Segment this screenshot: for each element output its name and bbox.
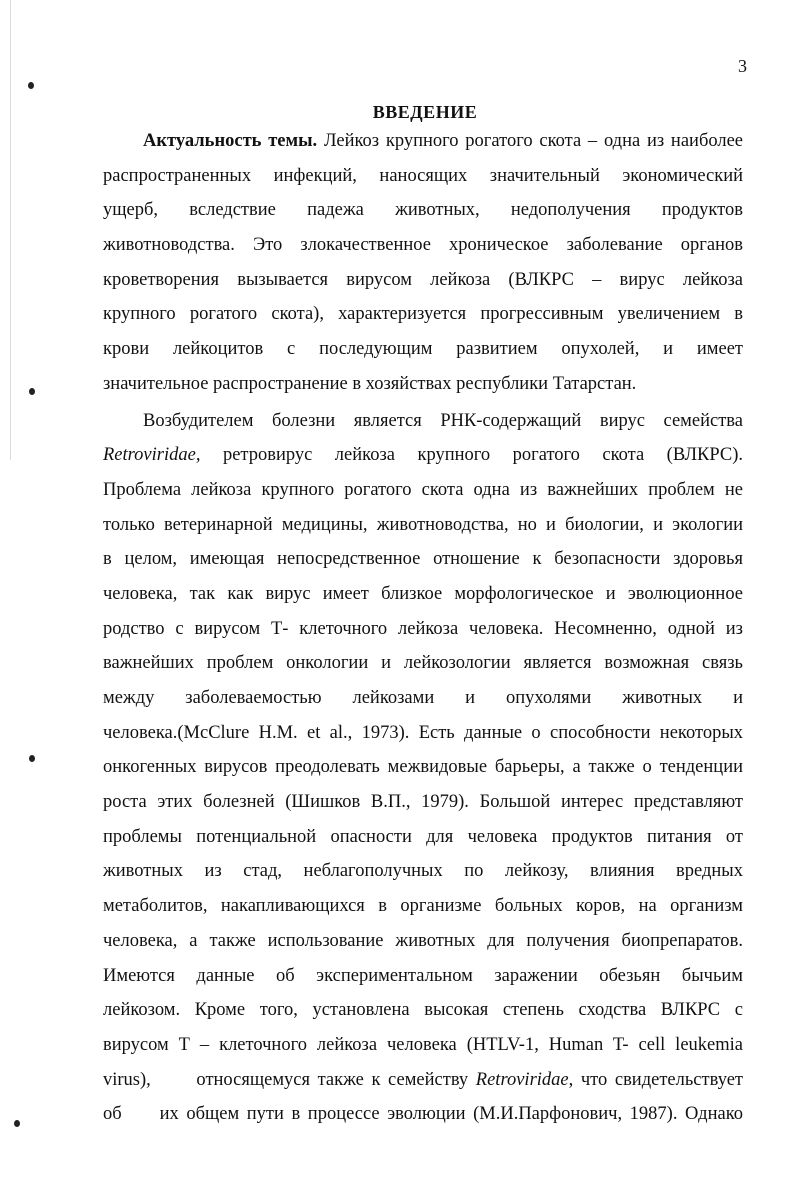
paragraph-line: Возбудителем болезни является РНК-содержащий вирус семейства — [143, 410, 743, 431]
paragraph-line: распространенных инфекций, наносящих значительный экономический — [103, 165, 743, 186]
paragraph-line: животных из стад, неблагополучных по лейкозу, влияния вредных — [103, 861, 743, 882]
paragraph-line: крови лейкоцитов с последующим развитием опухолей, и имеет — [103, 339, 743, 360]
paragraph-line: лейкозом. Кроме того, установлена высокая степень сходства ВЛКРС с — [103, 1000, 743, 1021]
page-number: 3 — [738, 56, 747, 76]
paragraph-line: вирусом Т – клеточного лейкоза человека (HTLV-1, Human T- cell leukemia — [103, 1034, 743, 1055]
paragraph-line: значительное распространение в хозяйствах республики Татарстан. — [103, 373, 637, 394]
paragraph-line: Имеются данные об экспериментальном заражении обезьян бычьим — [103, 965, 743, 986]
paragraph-line: Актуальность темы. Лейкоз крупного рогатого скота – одна из наиболее — [143, 131, 744, 151]
taxon-name: Retroviridae — [475, 1069, 569, 1090]
scan-edge-line — [10, 0, 11, 460]
paragraph-line: кроветворения вызывается вирусом лейкоза (ВЛКРС – вирус лейкоза — [103, 269, 743, 290]
section-heading: ВВЕДЕНИЕ — [372, 102, 478, 122]
taxon-name: Retroviridae, — [103, 445, 201, 466]
paragraph-line: метаболитов, накапливающихся в организме больных коров, на организм — [103, 896, 743, 917]
paragraph-line: об их общем пути в процессе эволюции (М.И.Парфонович, 1987). Однако — [103, 1104, 743, 1125]
scan-speck — [29, 388, 35, 395]
body-text — [103, 124, 743, 1132]
paragraph-line: важнейших проблем онкологии и лейкозологии является возможная связь — [103, 653, 743, 674]
paragraph-line: в целом, имеющая непосредственное отношение к безопасности здоровья — [103, 549, 743, 570]
paragraph-line: человека, так как вирус имеет близкое морфологическое и эволюционное — [103, 583, 743, 604]
paragraph-line: крупного рогатого скота), характеризуется прогрессивным увеличением в — [103, 304, 743, 325]
paragraph-lead: Актуальность темы. — [143, 131, 318, 151]
paragraph-line: животноводства. Это злокачественное хроническое заболевание органов — [103, 235, 743, 256]
scan-speck — [29, 755, 35, 762]
paragraph-line: ущерб, вследствие падежа животных, недополучения продуктов — [103, 200, 743, 221]
paragraph-line: virus), относящемуся также к семейству Retroviridae, что свидетельствует — [103, 1069, 743, 1090]
paragraph-line: Проблема лейкоза крупного рогатого скота одна из важнейших проблем не — [103, 479, 743, 500]
paragraph-line: между заболеваемостью лейкозами и опухолями животных и — [103, 688, 743, 708]
paragraph-line: проблемы потенциальной опасности для человека продуктов питания от — [103, 826, 743, 847]
paragraph-line: родство с вирусом Т- клеточного лейкоза человека. Несомненно, одной из — [103, 618, 743, 639]
scan-speck — [14, 1120, 20, 1127]
scan-speck — [28, 82, 34, 89]
paragraph-line: человека.(McClure H.M. et al., 1973). Есть данные о способности некоторых — [103, 722, 743, 743]
paragraph-line: онкогенных вирусов преодолевать межвидовые барьеры, а также о тенденции — [103, 757, 743, 778]
paragraph-line: Retroviridae, ретровирус лейкоза крупного рогатого скота (ВЛКРС). — [103, 445, 743, 466]
paragraph-line: роста этих болезней (Шишков В.П., 1979). Большой интерес представляют — [103, 792, 743, 813]
paragraph-line: только ветеринарной медицины, животноводства, но и биологии, и экологии — [103, 514, 743, 535]
paragraph-line: человека, а также использование животных для получения биопрепаратов. — [103, 930, 743, 951]
